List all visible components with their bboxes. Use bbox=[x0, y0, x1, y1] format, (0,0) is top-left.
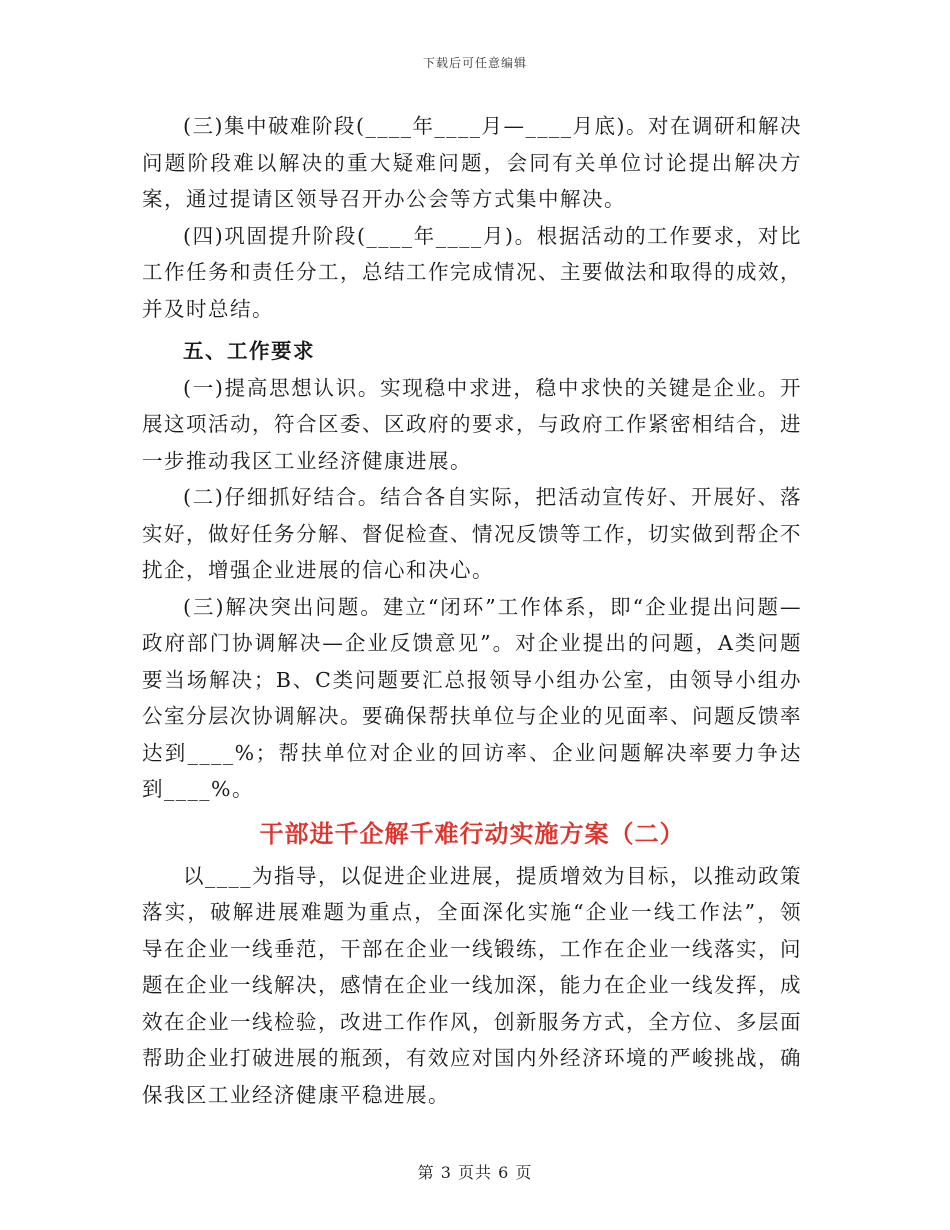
paragraph-requirement-2: (二)仔细抓好结合。结合各自实际，把活动宣传好、开展好、落实好，做好任务分解、督促检查、情况反馈等工作，切实做到帮企不扰企，增强企业进展的信心和决心。 bbox=[142, 485, 802, 582]
page-footer: 第 3 页共 6 页 bbox=[417, 1163, 533, 1182]
document-body bbox=[142, 108, 802, 1113]
paragraph-requirement-3: (三)解决突出问题。建立“闭环”工作体系，即“企业提出问题—政府部门协调解决—企业反馈意见”。对企业提出的问题，A类问题要当场解决；B、C类问题要汇总报领导小组办公室，由领导小组办公室分层次协调解决。要确保帮扶单位与企业的见面率、问题反馈率达到____%；帮扶单位对企业的回访率、企业问题解决率要力争达到____%。 bbox=[142, 594, 802, 801]
plan-title: 干部进千企解千难行动实施方案（二） bbox=[259, 818, 685, 848]
paragraph-stage-4: (四)巩固提升阶段(____年____月)。根据活动的工作要求，对比工作任务和责任分工，总结工作完成情况、主要做法和取得的成效，并及时总结。 bbox=[142, 223, 802, 321]
header-note: 下载后可任意编辑 bbox=[422, 56, 527, 70]
paragraph-plan-intro: 以____为指导，以促进企业进展，提质增效为目标，以推动政策落实，破解进展难题为重点，全面深化实施“企业一线工作法”，领导在企业一线垂范，干部在企业一线锻练，工作在企业一线落实，问题在企业一线解决，感情在企业一线加深，能力在企业一线发挥，成效在企业一线检验，改进工作作风，创新服务方式，全方位、多层面帮助企业打破进展的瓶颈，有效应对国内外经济环境的严峻挑战，确保我区工业经济健康平稳进展。 bbox=[142, 863, 802, 1107]
section-heading-work-requirements: 五、工作要求 bbox=[183, 339, 315, 363]
paragraph-requirement-1: (一)提高思想认识。实现稳中求进，稳中求快的关键是企业。开展这项活动，符合区委、区政府的要求，与政府工作紧密相结合，进一步推动我区工业经济健康进展。 bbox=[142, 375, 802, 473]
paragraph-stage-3: (三)集中破难阶段(____年____月—____月底)。对在调研和解决问题阶段难以解决的重大疑难问题，会同有关单位讨论提出解决方案，通过提请区领导召开办公会等方式集中解决。 bbox=[142, 114, 802, 211]
